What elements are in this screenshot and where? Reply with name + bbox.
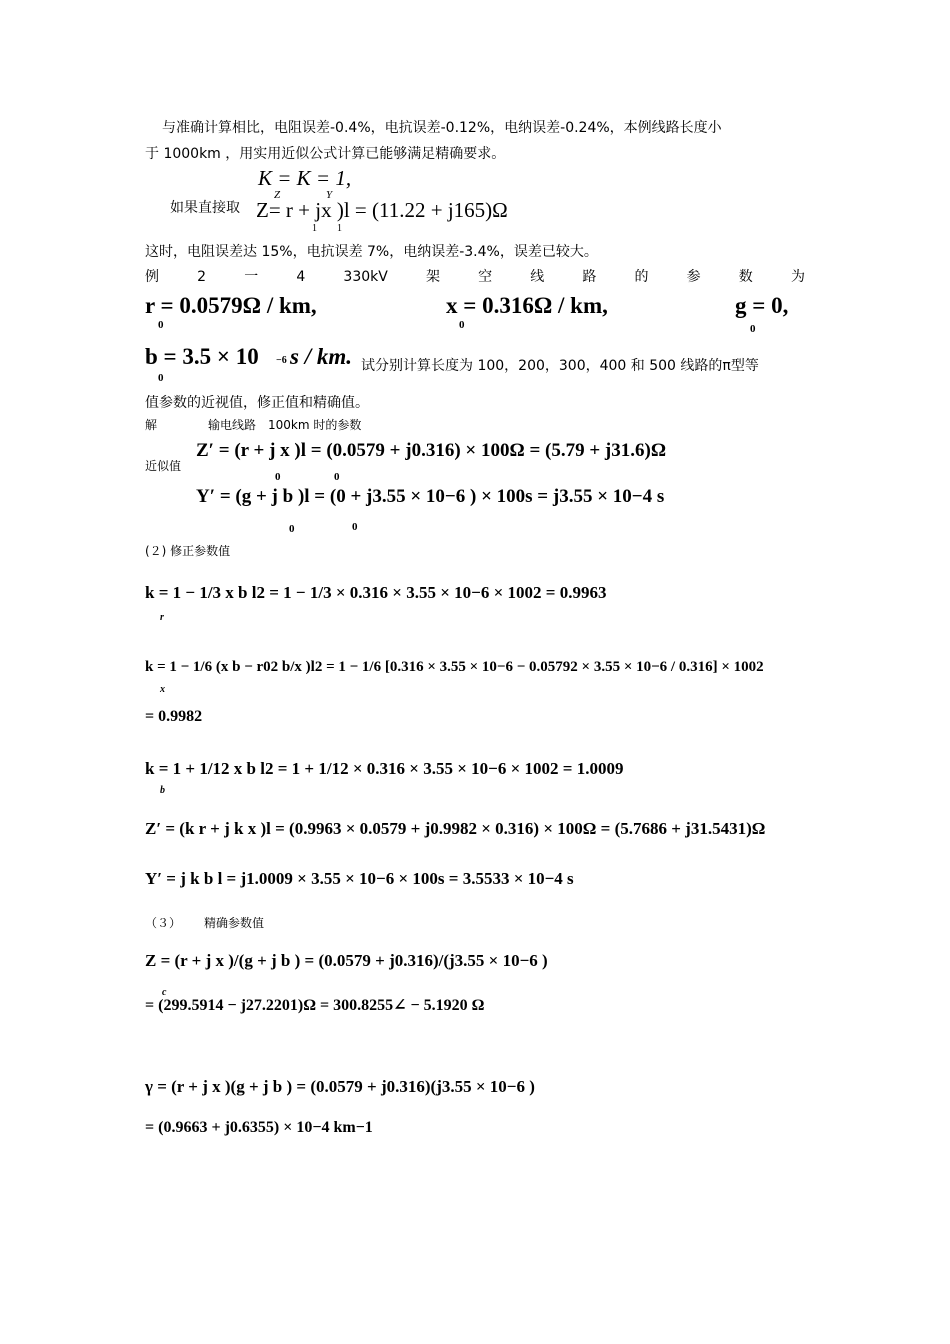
heading-word: 路	[582, 269, 597, 285]
z-approx-sub-r: 0	[275, 471, 281, 483]
k-equation: K = K = 1,	[258, 166, 352, 190]
heading-word: 的	[634, 269, 649, 285]
gamma-equation: γ = (r + j x )(g + j b ) = (0.0579 + j0.316)(j3.55 × 10−6 )	[145, 1077, 535, 1096]
direct-z-equation: Z= r + jx )l = (11.22 + j165)Ω	[256, 198, 508, 222]
k-sub-z: Z	[274, 189, 281, 201]
heading-word: 330kV	[343, 269, 388, 285]
heading-word: 为	[790, 269, 805, 285]
kr-sub: r	[160, 612, 164, 623]
heading-word: 一	[244, 269, 259, 285]
b0-parameter: b = 3.5 × 10	[145, 344, 259, 369]
g0-sub: 0	[750, 323, 756, 335]
r0-sub: 0	[158, 319, 164, 331]
y-approx-sub-g: 0	[289, 523, 295, 535]
b0-unit: s / km.	[290, 344, 352, 369]
y-approx-equation: Y′ = (g + j b )l = (0 + j3.55 × 10−6 ) × 100s = j3.55 × 10−4 s	[196, 486, 665, 507]
heading-word: 空	[478, 269, 493, 285]
kx-sub: x	[160, 684, 165, 695]
z-approx-equation: Z′ = (r + j x )l = (0.0579 + j0.316) × 100Ω = (5.79 + j31.6)Ω	[196, 440, 667, 461]
z-corrected-equation: Z′ = (k r + j k x )l = (0.9963 × 0.0579 + j0.9982 × 0.316) × 100Ω = (5.7686 + j31.5431)Ω	[145, 819, 766, 838]
y-approx-sub-b: 0	[352, 521, 358, 533]
heading-word: 数	[738, 269, 753, 285]
direct-lead: 如果直接取	[170, 200, 240, 216]
g0-parameter: g = 0,	[735, 293, 789, 318]
k-sub-y: Y	[326, 189, 333, 201]
section1-label-b: 输电线路	[208, 418, 257, 432]
x0-sub: 0	[459, 319, 465, 331]
section2-label: (２) 修正参数值	[145, 544, 231, 558]
kr-equation: k = 1 − 1/3 x b l2 = 1 − 1/3 × 0.316 × 3.55 × 10−6 × 1002 = 0.9963	[145, 583, 607, 602]
zc-result: = (299.5914 − j27.2201)Ω = 300.8255∠ − 5.1920 Ω	[145, 997, 485, 1014]
zc-sub: c	[162, 987, 167, 998]
section3-label-a: （３）	[145, 916, 182, 930]
zc-equation: Z = (r + j x )/(g + j b ) = (0.0579 + j0.316)/(j3.55 × 10−6 )	[145, 951, 548, 970]
gamma-result: = (0.9663 + j0.6355) × 10−4 km−1	[145, 1119, 373, 1136]
direct-errors: 这时，电阻误差达 15%，电抗误差 7%，电纳误差-3.4%，误差已较大。	[145, 244, 598, 260]
section1-label-c: 100km 时的参数	[268, 418, 362, 432]
r0-parameter: r = 0.0579Ω / km,	[145, 293, 317, 318]
heading-word: 4	[296, 269, 306, 285]
section1-label-a: 解	[145, 418, 158, 432]
intro-line-2: 于 1000km ，用实用近似公式计算已能够满足精确要求。	[145, 146, 506, 162]
b0-sub: 0	[158, 372, 164, 384]
z-approx-sub-x: 0	[334, 471, 340, 483]
x0-parameter: x = 0.316Ω / km,	[446, 293, 608, 318]
kb-sub: b	[160, 785, 165, 796]
section3-label-b: 精确参数值	[204, 916, 265, 930]
example-heading	[145, 270, 805, 284]
task-text-2: 值参数的近视值，修正值和精确值。	[145, 395, 369, 411]
heading-word: 架	[425, 269, 440, 285]
y-corrected-equation: Y′ = j k b l = j1.0009 × 3.55 × 10−6 × 100s = 3.5533 × 10−4 s	[145, 869, 574, 888]
heading-word: 2	[197, 269, 207, 285]
direct-z-sub: 1 1	[312, 223, 342, 234]
kb-equation: k = 1 + 1/12 x b l2 = 1 + 1/12 × 0.316 × 3.55 × 10−6 × 1002 = 1.0009	[145, 759, 624, 778]
kx-equation: k = 1 − 1/6 (x b − r02 b/x )l2 = 1 − 1/6 [0.316 × 3.55 × 10−6 − 0.05792 × 3.55 × 10−6 / 0.316] × 1002	[145, 659, 764, 675]
heading-word: 参	[686, 269, 701, 285]
b0-exponent: −6	[276, 355, 287, 366]
task-text: 试分别计算长度为 100，200，300，400 和 500 线路的π型等	[361, 358, 759, 374]
kx-result: = 0.9982	[145, 708, 203, 725]
intro-line-1: 与准确计算相比，电阻误差-0.4%，电抗误差-0.12%，电纳误差-0.24%，本例线路长度小	[162, 120, 722, 136]
heading-word: 例	[145, 269, 159, 285]
section1-label-d: 近似值	[145, 459, 182, 473]
heading-word: 线	[530, 269, 545, 285]
